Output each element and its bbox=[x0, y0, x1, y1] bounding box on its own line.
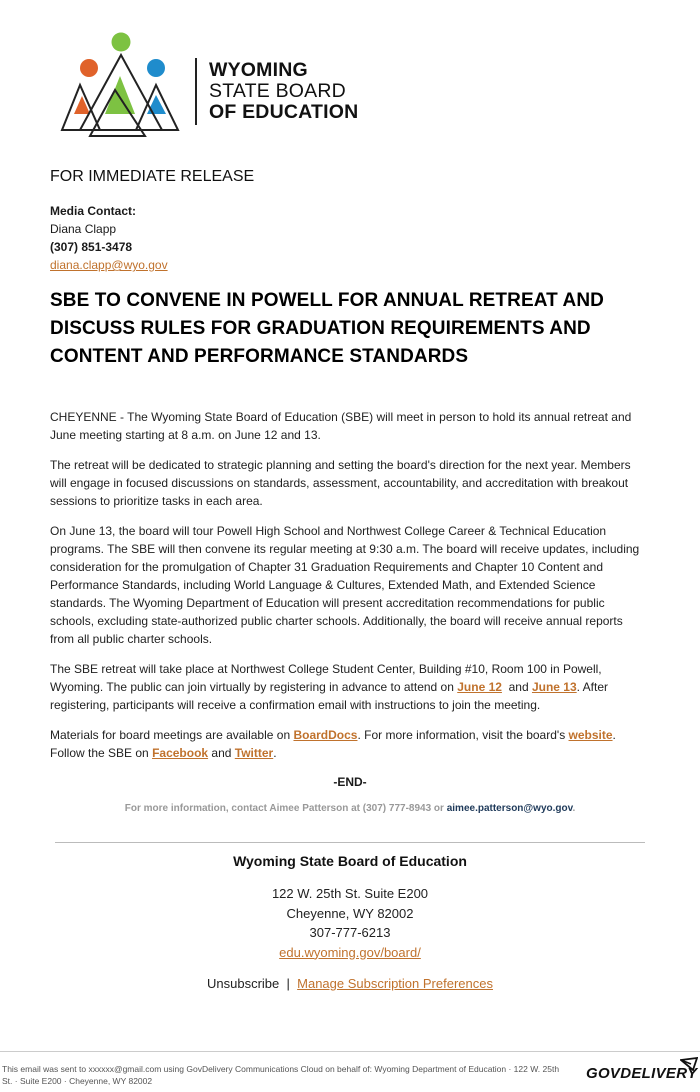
delivery-note: This email was sent to xxxxxx@gmail.com using GovDelivery Communications Cloud on behalf of: Wyoming Department of Education · 122 W. 25th St. · Suite E200 · Cheyenne, WY 82002 bbox=[2, 1064, 560, 1086]
media-contact-phone: (307) 851-3478 bbox=[50, 240, 133, 254]
link-separator: | bbox=[286, 976, 290, 991]
sbe-logo-wordmark bbox=[209, 60, 358, 123]
boarddocs-link[interactable]: BoardDocs bbox=[293, 728, 358, 742]
paragraph-materials bbox=[50, 726, 650, 762]
media-contact-name: Diana Clapp bbox=[50, 222, 117, 236]
website-link[interactable]: website bbox=[568, 728, 613, 742]
headline: SBE TO CONVENE IN POWELL FOR ANNUAL RETREAT AND DISCUSS RULES FOR GRADUATION REQUIREMENTS AND CONTENT AND PERFORMANCE STANDARDS bbox=[50, 290, 604, 367]
more-info-text: For more information, contact Aimee Patterson at (307) 777-8943 or bbox=[124, 803, 447, 814]
media-contact bbox=[50, 202, 168, 274]
facebook-link[interactable]: Facebook bbox=[152, 746, 209, 760]
materials-text-a: Materials for board meetings are available on bbox=[50, 728, 294, 742]
logo-line-3: OF EDUCATION bbox=[209, 101, 359, 123]
bottom-divider bbox=[0, 1051, 700, 1052]
location-text-c: . After registering, participants will receive a confirmation email with instructions to join the meeting. bbox=[50, 680, 609, 712]
more-info-suffix: . bbox=[572, 803, 576, 814]
more-info-email-link[interactable]: aimee.patterson@wyo.gov bbox=[446, 803, 573, 814]
govdelivery-envelope-icon bbox=[680, 1057, 698, 1071]
manage-preferences-link[interactable]: Manage Subscription Preferences bbox=[297, 976, 493, 991]
footer-address bbox=[0, 884, 700, 962]
follow-period: . bbox=[273, 746, 277, 760]
twitter-link[interactable]: Twitter bbox=[234, 746, 274, 760]
materials-text-b: . For more information, visit the board's bbox=[357, 728, 569, 742]
footer-website-link[interactable]: edu.wyoming.gov/board/ bbox=[279, 944, 421, 960]
paragraph-retreat: The retreat will be dedicated to strategic planning and setting the board's direction for the next year. Members will engage in focused discussions on standards, assessment, accountability, and accreditation with breakout sessions to prioritize tasks in each area. bbox=[50, 458, 631, 508]
paragraph-june13: On June 13, the board will tour Powell High School and Northwest College Career & Technical Education programs. The SBE will then convene its regular meeting at 9:30 a.m. The board will receive updates, including consideration for the promulgation of Chapter 31 Graduation Requirements and Chapter 10 Content and Performance Standards, including World Language & Cultures, Extended Math, and Extended Science standards. The Wyoming Department of Education will present accreditation recommendations for public schools, excluding state-authorized public charter schools. Additionally, the board will receive annual reports from all public charter schools. bbox=[50, 524, 640, 646]
release-label: FOR IMMEDIATE RELEASE bbox=[50, 168, 255, 185]
unsubscribe-link[interactable]: Unsubscribe bbox=[207, 976, 280, 991]
paragraph-location bbox=[50, 660, 650, 714]
end-mark: -END- bbox=[333, 775, 367, 789]
media-contact-email-link[interactable]: diana.clapp@wyo.gov bbox=[50, 258, 168, 272]
paragraph-intro: CHEYENNE - The Wyoming State Board of Education (SBE) will meet in person to hold its annual retreat and June meeting starting at 8 a.m. on June 12 and 13. bbox=[50, 410, 632, 442]
govdelivery-logo[interactable]: GOVDELIVERY bbox=[586, 1065, 698, 1082]
follow-text: Follow the SBE on bbox=[50, 746, 153, 760]
more-info bbox=[0, 803, 700, 814]
location-text-b: and bbox=[501, 680, 532, 694]
logo-line-1: WYOMING bbox=[209, 59, 308, 81]
footer-divider bbox=[55, 842, 645, 843]
logo-line-2: STATE BOARD bbox=[209, 80, 346, 102]
june12-register-link[interactable]: June 12 bbox=[457, 680, 502, 694]
footer-phone: 307-777-6213 bbox=[309, 925, 391, 940]
footer-org-name: Wyoming State Board of Education bbox=[233, 853, 467, 869]
follow-and-text: and bbox=[208, 746, 235, 760]
sbe-logo-mark bbox=[60, 30, 210, 140]
media-contact-label: Media Contact: bbox=[50, 204, 137, 218]
footer-address-line1: 122 W. 25th St. Suite E200 bbox=[271, 886, 429, 901]
june13-register-link[interactable]: June 13 bbox=[531, 680, 577, 694]
footer-address-line2: Cheyenne, WY 82002 bbox=[286, 905, 414, 921]
materials-text-c: . bbox=[612, 728, 616, 742]
subscription-links bbox=[0, 976, 700, 991]
location-text-a: The SBE retreat will take place at Northwest College Student Center, Building #10, Room 100 in Powell, Wyoming. The public can join virtually by registering in advance to attend on bbox=[50, 662, 602, 694]
